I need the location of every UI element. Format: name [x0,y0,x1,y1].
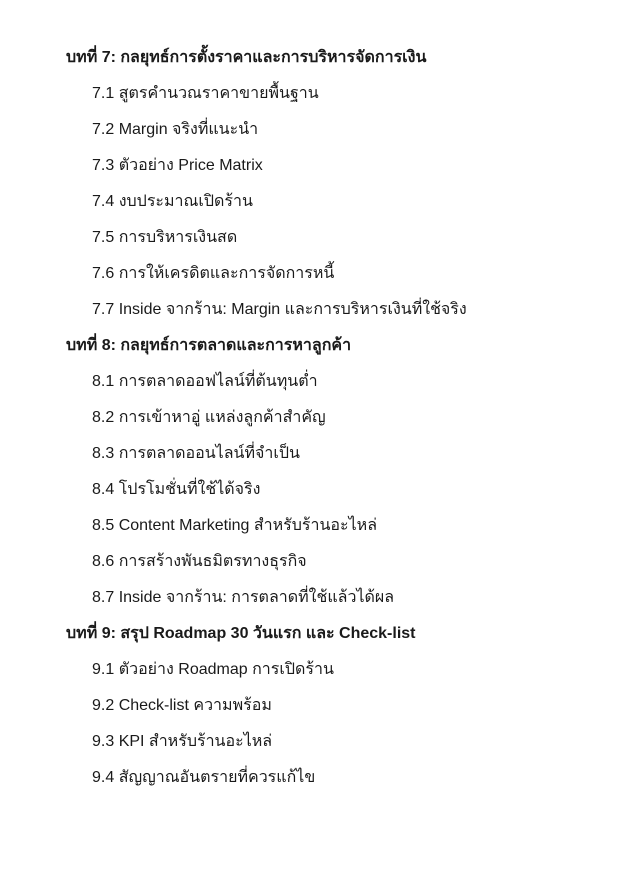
toc-item-9-4: 9.4 สัญญาณอันตรายที่ควรแก้ไข [92,769,316,786]
toc-item-8-1: 8.1 การตลาดออฟไลน์ที่ต้นทุนต่ำ [92,373,318,390]
toc-item-9-3: 9.3 KPI สำหรับร้านอะไหล่ [92,733,273,750]
toc-item-7-6: 7.6 การให้เครดิตและการจัดการหนี้ [92,265,335,282]
chapter-9-heading: บทที่ 9: สรุป Roadmap 30 วันแรก และ Check-list [66,625,416,642]
toc-item-8-3: 8.3 การตลาดออนไลน์ที่จำเป็น [92,445,300,462]
toc-item-7-7: 7.7 Inside จากร้าน: Margin และการบริหารเงินที่ใช้จริง [92,301,467,318]
toc-item-7-3: 7.3 ตัวอย่าง Price Matrix [92,157,263,174]
toc-item-9-1: 9.1 ตัวอย่าง Roadmap การเปิดร้าน [92,661,334,678]
toc-item-8-2: 8.2 การเข้าหาอู่ แหล่งลูกค้าสำคัญ [92,409,326,426]
toc-item-8-6: 8.6 การสร้างพันธมิตรทางธุรกิจ [92,553,307,570]
toc-item-7-1: 7.1 สูตรคำนวณราคาขายพื้นฐาน [92,85,319,102]
toc-item-9-2: 9.2 Check-list ความพร้อม [92,697,272,714]
toc-item-8-7: 8.7 Inside จากร้าน: การตลาดที่ใช้แล้วได้ผล [92,589,395,606]
table-of-contents [66,40,606,796]
chapter-7-heading: บทที่ 7: กลยุทธ์การตั้งราคาและการบริหารจัดการเงิน [66,49,427,66]
toc-item-7-5: 7.5 การบริหารเงินสด [92,229,238,246]
toc-item-7-4: 7.4 งบประมาณเปิดร้าน [92,193,253,210]
chapter-8-heading: บทที่ 8: กลยุทธ์การตลาดและการหาลูกค้า [66,337,352,354]
toc-item-7-2: 7.2 Margin จริงที่แนะนำ [92,121,259,138]
toc-item-8-5: 8.5 Content Marketing สำหรับร้านอะไหล่ [92,517,378,534]
toc-item-8-4: 8.4 โปรโมชั่นที่ใช้ได้จริง [92,481,261,498]
